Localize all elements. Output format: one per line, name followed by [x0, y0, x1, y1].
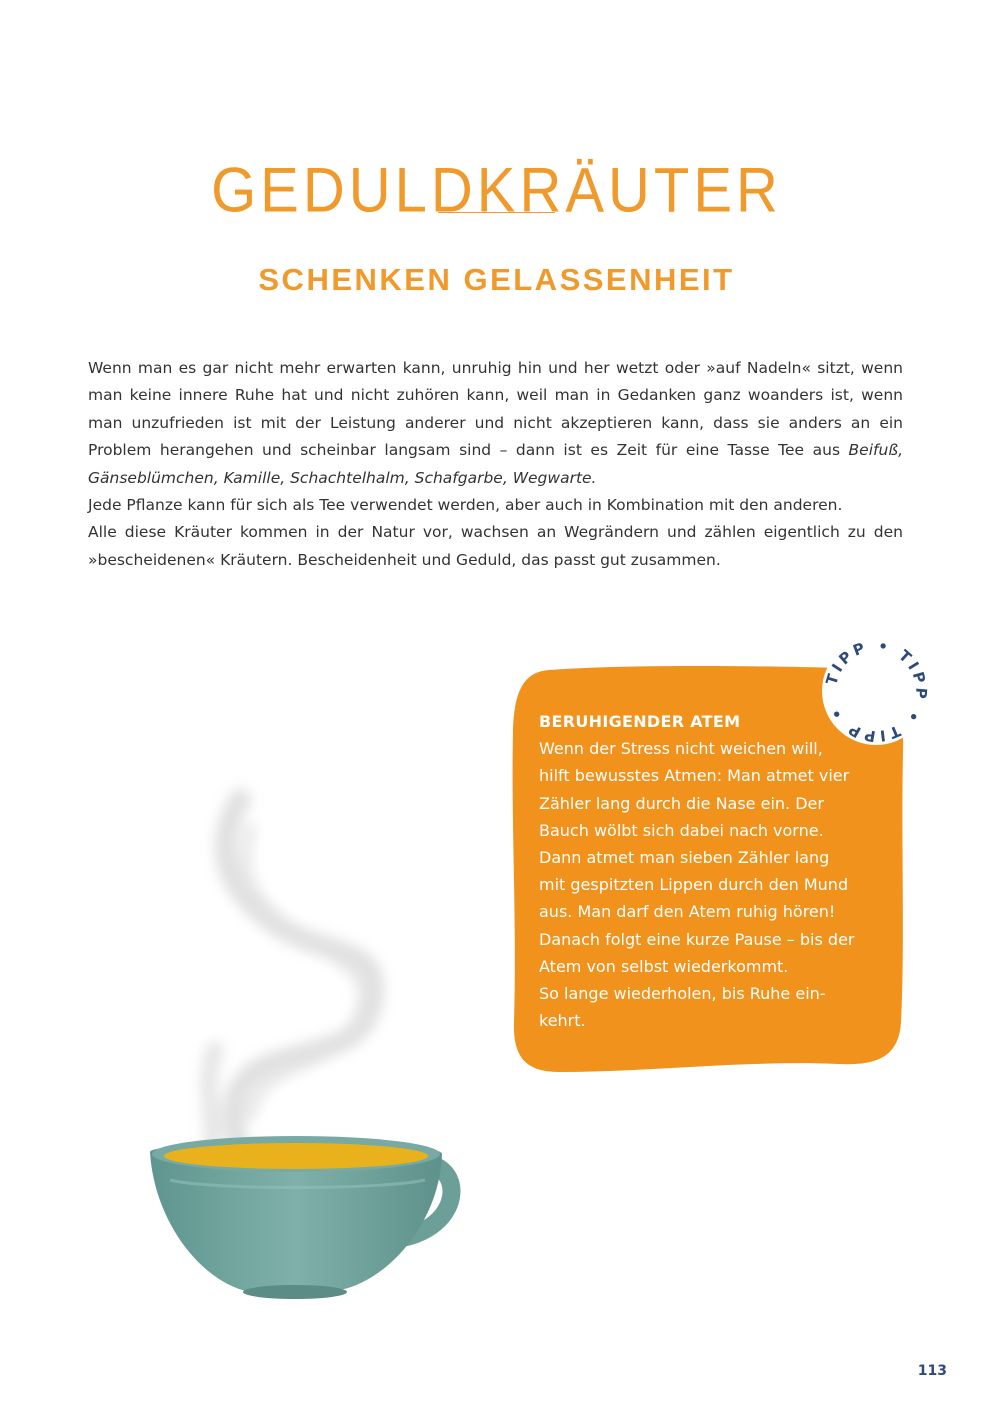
intro-paragraph-1 — [88, 355, 903, 492]
page-subtitle: SCHENKEN GELASSENHEIT — [258, 261, 735, 297]
intro-text — [88, 355, 903, 574]
tip-line: So lange wiederholen, bis Ruhe ein- — [539, 984, 826, 1004]
tip-line: Danach folgt eine kurze Pause – bis der — [539, 929, 855, 949]
tip-line: Wenn der Stress nicht weichen will, — [539, 739, 823, 759]
page-title: GEDULDKRÄUTER — [211, 155, 782, 226]
tip-line: Zähler lang durch die Nase ein. Der — [539, 793, 824, 813]
page-number: 113 — [917, 1363, 947, 1379]
tip-line: hilft bewusstes Atmen: Man atmet vier — [539, 766, 850, 786]
tip-line: kehrt. — [539, 1011, 586, 1031]
tip-line: Bauch wölbt sich dabei nach vorne. — [539, 820, 824, 840]
tip-line: Dann atmet man sieben Zähler lang — [539, 848, 830, 868]
cup — [150, 1136, 451, 1299]
tip-line: mit gespitzten Lippen durch den Mund — [539, 875, 849, 895]
intro-paragraph-3: Alle diese Kräuter kommen in der Natur vor, wachsen an Wegrändern und zählen eigentlich zu den »bescheidenen« Kräutern. Bescheidenheit und Geduld, das passt gut zusammen. — [88, 523, 903, 569]
tipp-seal-path: TIPP • TIPP • TIPP • — [822, 636, 931, 746]
tip-content — [539, 708, 859, 1034]
intro-paragraph-2: Jede Pflanze kann für sich als Tee verwendet werden, aber auch in Kombination mit den anderen. — [88, 496, 843, 515]
herb-list: Beifuß, Gänseblümchen, Kamille, Schachtelhalm, Schafgarbe, Wegwarte. — [88, 441, 903, 487]
intro-paragraph-1-text: Wenn man es gar nicht mehr erwarten kann, unruhig hin und her wetzt oder »auf Nadeln« sitzt, wenn man keine innere Ruhe hat und nicht zuhören kann, weil man in Gedanken ganz woanders ist, wenn man unzufrieden ist mit der Leistung anderer und nicht akzeptieren kann, dass sie anders an ein Problem herangehen und scheinbar langsam sind – dann ist es Zeit für eine Tasse Tee aus — [88, 359, 903, 460]
tip-line: Atem von selbst wiederkommt. — [539, 956, 789, 976]
tip-line: aus. Man darf den Atem ruhig hören! — [539, 902, 836, 922]
teacup-icon — [140, 770, 470, 1310]
tip-heading: BERUHIGENDER ATEM — [539, 712, 741, 731]
title-divider — [438, 212, 555, 213]
tipp-seal-icon — [818, 633, 934, 749]
